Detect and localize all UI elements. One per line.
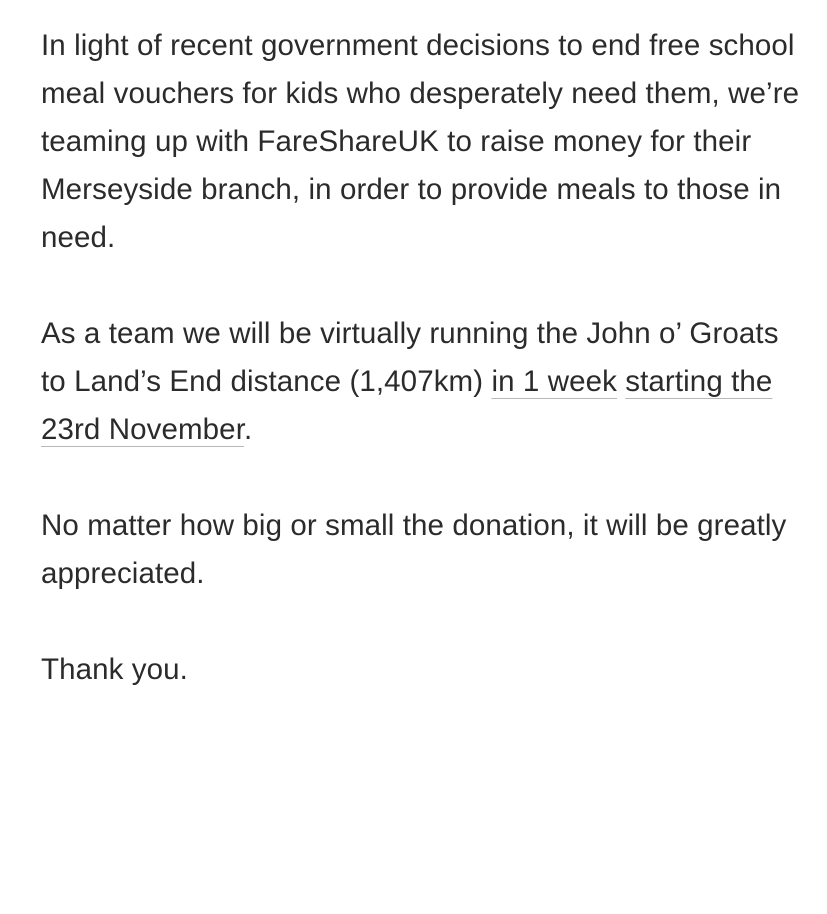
challenge-text: As a team we will be virtually running the John o’ Groats to Land’s End distance (1,407km) bbox=[41, 317, 779, 398]
paragraph-challenge bbox=[41, 310, 801, 454]
paragraph-donation: No matter how big or small the donation, it will be greatly appreciated. bbox=[41, 509, 787, 590]
start-date-link[interactable]: starting the 23rd November bbox=[41, 365, 773, 446]
challenge-text-end: . bbox=[244, 413, 253, 446]
paragraph-thanks: Thank you. bbox=[41, 653, 188, 686]
note-body bbox=[41, 22, 801, 694]
paragraph-intro: In light of recent government decisions to end free school meal vouchers for kids who desperately need them, we’re teaming up with FareShareUK to raise money for their Merseyside branch, in order to provide meals to those in need. bbox=[41, 29, 800, 254]
duration-link[interactable]: in 1 week bbox=[491, 365, 617, 398]
